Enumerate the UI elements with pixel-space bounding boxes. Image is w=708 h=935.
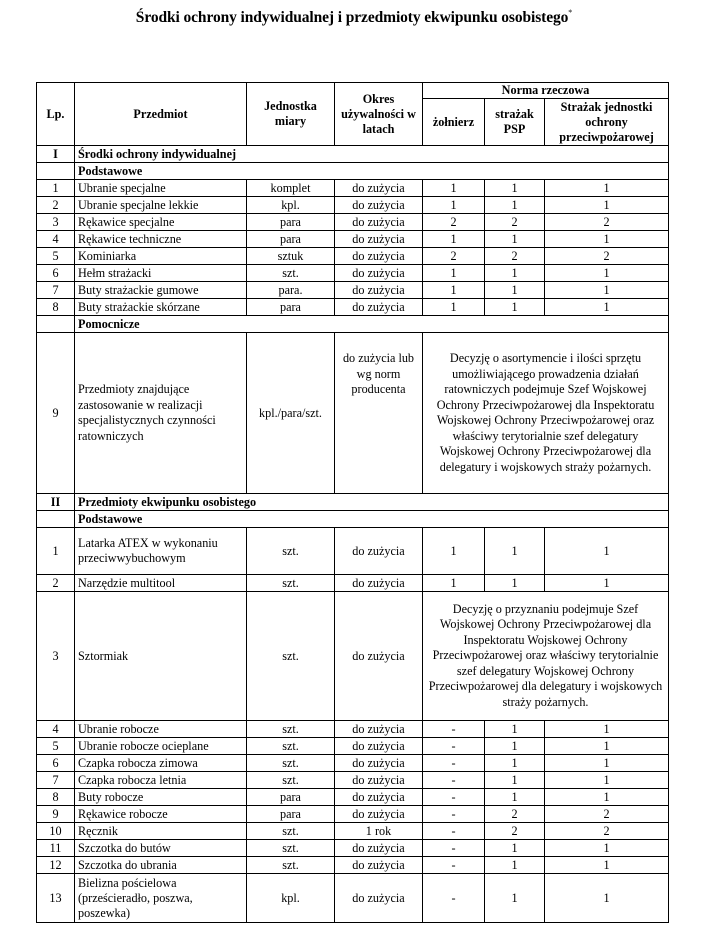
lp-cell: 5: [37, 738, 75, 755]
unit-cell: szt.: [247, 575, 335, 592]
item-cell: Buty strażackie skórzane: [75, 299, 247, 316]
period-cell: do zużycia: [335, 197, 423, 214]
unit-cell: szt.: [247, 528, 335, 575]
soldier-cell: 1: [423, 231, 485, 248]
title-text: Środki ochrony indywidualnej i przedmioty ekwipunku osobistego: [135, 9, 569, 26]
item-cell: Przedmioty znajdujące zastosowanie w realizacji specjalistycznych czynności ratowniczych: [75, 333, 247, 494]
header-row-1: [37, 83, 669, 99]
table-row: [37, 738, 669, 755]
table-row: [37, 721, 669, 738]
period-cell: do zużycia: [335, 592, 423, 721]
note-cell: Decyzję o asortymencie i ilości sprzętu umożliwiającego prowadzenia działań ratowniczych podejmuje Szef Wojskowej Ochrony Przeciwpożarowej dla Inspektoratu Wojskowej Ochrony Przeciwpożarowej oraz właściwy terytorialnie szef delegatury Wojskowej Ochrony Przeciwpożarowej dla delegatury i wojskowych straży pożarnych.: [423, 333, 669, 494]
unit-cell: szt.: [247, 592, 335, 721]
lp-cell: 7: [37, 772, 75, 789]
period-cell: do zużycia: [335, 282, 423, 299]
table-row: [37, 840, 669, 857]
empty-cell: [37, 511, 75, 528]
item-cell: Ubranie specjalne lekkie: [75, 197, 247, 214]
psp-cell: 2: [485, 806, 545, 823]
header-jednostka: Jednostka miary: [247, 83, 335, 146]
unit-cell: para: [247, 789, 335, 806]
item-cell: Ubranie specjalne: [75, 180, 247, 197]
fire-unit-cell: 1: [545, 840, 669, 857]
section-number: II: [37, 494, 75, 511]
lp-cell: 6: [37, 265, 75, 282]
section-row: [37, 494, 669, 511]
soldier-cell: -: [423, 789, 485, 806]
empty-cell: [37, 163, 75, 180]
table-row: [37, 789, 669, 806]
lp-cell: 7: [37, 282, 75, 299]
table-row: [37, 575, 669, 592]
fire-unit-cell: 2: [545, 823, 669, 840]
table-row: [37, 857, 669, 874]
lp-cell: 11: [37, 840, 75, 857]
table-row: [37, 265, 669, 282]
soldier-cell: 2: [423, 214, 485, 231]
table-row: [37, 528, 669, 575]
table-row: [37, 806, 669, 823]
soldier-cell: 1: [423, 282, 485, 299]
header-przedmiot: Przedmiot: [75, 83, 247, 146]
fire-unit-cell: 1: [545, 721, 669, 738]
psp-cell: 2: [485, 248, 545, 265]
fire-unit-cell: 2: [545, 806, 669, 823]
item-cell: Hełm strażacki: [75, 265, 247, 282]
lp-cell: 1: [37, 528, 75, 575]
psp-cell: 1: [485, 180, 545, 197]
section-row: [37, 146, 669, 163]
lp-cell: 4: [37, 721, 75, 738]
soldier-cell: 2: [423, 248, 485, 265]
period-cell: do zużycia: [335, 806, 423, 823]
period-cell: do zużycia: [335, 857, 423, 874]
lp-cell: 5: [37, 248, 75, 265]
header-strazak-psp: strażak PSP: [485, 99, 545, 146]
fire-unit-cell: 1: [545, 575, 669, 592]
fire-unit-cell: 1: [545, 874, 669, 923]
fire-unit-cell: 1: [545, 197, 669, 214]
title-footnote: *: [568, 8, 573, 17]
unit-cell: komplet: [247, 180, 335, 197]
lp-cell: 8: [37, 789, 75, 806]
psp-cell: 1: [485, 197, 545, 214]
subsection-row: [37, 511, 669, 528]
header-zolnierz: żołnierz: [423, 99, 485, 146]
soldier-cell: 1: [423, 575, 485, 592]
lp-cell: 3: [37, 214, 75, 231]
table-row: [37, 772, 669, 789]
unit-cell: kpl.: [247, 874, 335, 923]
item-cell: Kominiarka: [75, 248, 247, 265]
fire-unit-cell: 2: [545, 214, 669, 231]
soldier-cell: -: [423, 738, 485, 755]
fire-unit-cell: 1: [545, 772, 669, 789]
lp-cell: 2: [37, 575, 75, 592]
unit-cell: para: [247, 231, 335, 248]
period-cell: do zużycia: [335, 299, 423, 316]
table-row: [37, 214, 669, 231]
unit-cell: szt.: [247, 857, 335, 874]
section-number: I: [37, 146, 75, 163]
fire-unit-cell: 1: [545, 282, 669, 299]
table-row: [37, 333, 669, 494]
item-cell: Szczotka do butów: [75, 840, 247, 857]
fire-unit-cell: 1: [545, 231, 669, 248]
lp-cell: 13: [37, 874, 75, 923]
unit-cell: para.: [247, 282, 335, 299]
unit-cell: szt.: [247, 772, 335, 789]
table-row: [37, 248, 669, 265]
psp-cell: 1: [485, 528, 545, 575]
item-cell: Szczotka do ubrania: [75, 857, 247, 874]
psp-cell: 2: [485, 823, 545, 840]
period-cell: do zużycia: [335, 874, 423, 923]
soldier-cell: 1: [423, 180, 485, 197]
section-title: Przedmioty ekwipunku osobistego: [75, 494, 669, 511]
fire-unit-cell: 1: [545, 857, 669, 874]
fire-unit-cell: 1: [545, 265, 669, 282]
table-row: [37, 755, 669, 772]
soldier-cell: -: [423, 721, 485, 738]
subsection-row: [37, 316, 669, 333]
header-norma: Norma rzeczowa: [423, 83, 669, 99]
subsection-title: Pomocnicze: [75, 316, 669, 333]
item-cell: Narzędzie multitool: [75, 575, 247, 592]
note-cell: Decyzję o przyznaniu podejmuje Szef Wojskowej Ochrony Przeciwpożarowej dla Inspektoratu Wojskowej Ochrony Przeciwpożarowej oraz właściwy terytorialnie szef delegatury Wojskowej Ochrony Przeciwpożarowej dla delegatury i wojskowych straży pożarnych.: [423, 592, 669, 721]
unit-cell: kpl./para/szt.: [247, 333, 335, 494]
unit-cell: para: [247, 299, 335, 316]
soldier-cell: 1: [423, 299, 485, 316]
lp-cell: 6: [37, 755, 75, 772]
lp-cell: 12: [37, 857, 75, 874]
psp-cell: 1: [485, 721, 545, 738]
psp-cell: 1: [485, 231, 545, 248]
fire-unit-cell: 1: [545, 528, 669, 575]
table-row: [37, 231, 669, 248]
period-cell: 1 rok: [335, 823, 423, 840]
psp-cell: 1: [485, 299, 545, 316]
period-cell: do zużycia: [335, 755, 423, 772]
table-row: [37, 299, 669, 316]
subsection-title: Podstawowe: [75, 163, 669, 180]
period-cell: do zużycia lub wg norm producenta: [335, 333, 423, 494]
soldier-cell: 1: [423, 197, 485, 214]
fire-unit-cell: 2: [545, 248, 669, 265]
table-row: [37, 874, 669, 923]
table-row: [37, 282, 669, 299]
fire-unit-cell: 1: [545, 299, 669, 316]
period-cell: do zużycia: [335, 528, 423, 575]
psp-cell: 1: [485, 840, 545, 857]
fire-unit-cell: 1: [545, 180, 669, 197]
soldier-cell: -: [423, 874, 485, 923]
soldier-cell: -: [423, 823, 485, 840]
table-row: [37, 197, 669, 214]
empty-cell: [37, 316, 75, 333]
item-cell: Ubranie robocze ocieplane: [75, 738, 247, 755]
item-cell: Rękawice specjalne: [75, 214, 247, 231]
header-okres: Okres używalności w latach: [335, 83, 423, 146]
psp-cell: 2: [485, 214, 545, 231]
period-cell: do zużycia: [335, 789, 423, 806]
psp-cell: 1: [485, 772, 545, 789]
psp-cell: 1: [485, 874, 545, 923]
item-cell: Czapka robocza zimowa: [75, 755, 247, 772]
fire-unit-cell: 1: [545, 755, 669, 772]
item-cell: Buty robocze: [75, 789, 247, 806]
unit-cell: szt.: [247, 721, 335, 738]
table-row: [37, 592, 669, 721]
table-row: [37, 823, 669, 840]
lp-cell: 3: [37, 592, 75, 721]
soldier-cell: -: [423, 772, 485, 789]
lp-cell: 8: [37, 299, 75, 316]
fire-unit-cell: 1: [545, 738, 669, 755]
item-cell: Rękawice techniczne: [75, 231, 247, 248]
header-strazak-jednostki: Strażak jednostki ochrony przeciwpożarowej: [545, 99, 669, 146]
fire-unit-cell: 1: [545, 789, 669, 806]
unit-cell: sztuk: [247, 248, 335, 265]
item-cell: Ubranie robocze: [75, 721, 247, 738]
psp-cell: 1: [485, 789, 545, 806]
lp-cell: 1: [37, 180, 75, 197]
period-cell: do zużycia: [335, 265, 423, 282]
item-cell: Rękawice robocze: [75, 806, 247, 823]
period-cell: do zużycia: [335, 231, 423, 248]
subsection-row: [37, 163, 669, 180]
lp-cell: 2: [37, 197, 75, 214]
unit-cell: szt.: [247, 755, 335, 772]
item-cell: Latarka ATEX w wykonaniu przeciwwybuchowym: [75, 528, 247, 575]
norms-table: [36, 82, 669, 923]
period-cell: do zużycia: [335, 575, 423, 592]
lp-cell: 4: [37, 231, 75, 248]
item-cell: Sztormiak: [75, 592, 247, 721]
psp-cell: 1: [485, 755, 545, 772]
period-cell: do zużycia: [335, 248, 423, 265]
item-cell: Czapka robocza letnia: [75, 772, 247, 789]
period-cell: do zużycia: [335, 214, 423, 231]
page-title: [0, 8, 708, 27]
soldier-cell: -: [423, 840, 485, 857]
unit-cell: kpl.: [247, 197, 335, 214]
lp-cell: 10: [37, 823, 75, 840]
period-cell: do zużycia: [335, 738, 423, 755]
soldier-cell: 1: [423, 528, 485, 575]
psp-cell: 1: [485, 265, 545, 282]
item-cell: Ręcznik: [75, 823, 247, 840]
psp-cell: 1: [485, 738, 545, 755]
psp-cell: 1: [485, 575, 545, 592]
period-cell: do zużycia: [335, 721, 423, 738]
unit-cell: szt.: [247, 265, 335, 282]
soldier-cell: -: [423, 857, 485, 874]
lp-cell: 9: [37, 333, 75, 494]
soldier-cell: 1: [423, 265, 485, 282]
unit-cell: szt.: [247, 840, 335, 857]
item-cell: Buty strażackie gumowe: [75, 282, 247, 299]
period-cell: do zużycia: [335, 840, 423, 857]
unit-cell: para: [247, 214, 335, 231]
psp-cell: 1: [485, 857, 545, 874]
table-row: [37, 180, 669, 197]
soldier-cell: -: [423, 755, 485, 772]
unit-cell: para: [247, 806, 335, 823]
item-cell: Bielizna pościelowa (prześcieradło, poszwa, poszewka): [75, 874, 247, 923]
period-cell: do zużycia: [335, 180, 423, 197]
psp-cell: 1: [485, 282, 545, 299]
header-lp: Lp.: [37, 83, 75, 146]
lp-cell: 9: [37, 806, 75, 823]
soldier-cell: -: [423, 806, 485, 823]
period-cell: do zużycia: [335, 772, 423, 789]
subsection-title: Podstawowe: [75, 511, 669, 528]
unit-cell: szt.: [247, 823, 335, 840]
section-title: Środki ochrony indywidualnej: [75, 146, 669, 163]
unit-cell: szt.: [247, 738, 335, 755]
